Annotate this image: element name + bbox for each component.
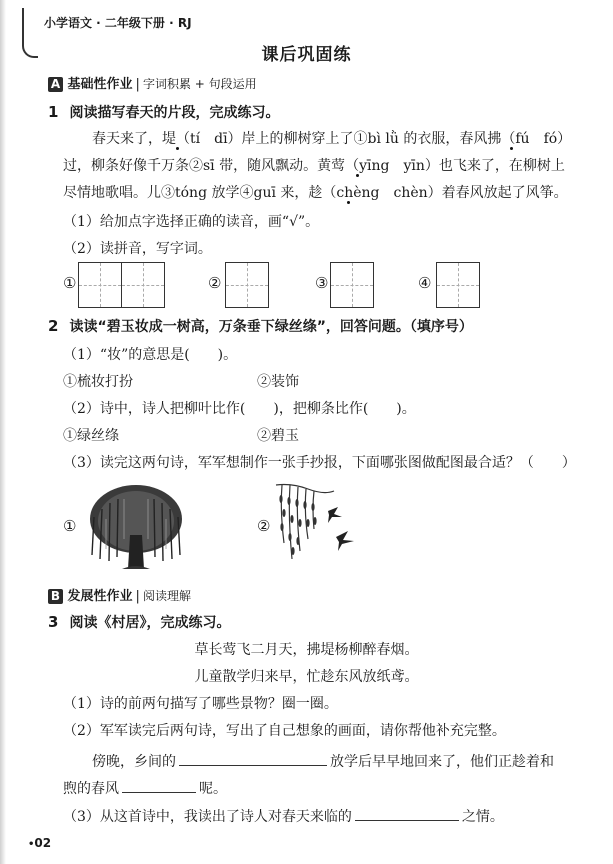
q2-sub1-option-1: ①梳妆打扮 <box>63 374 133 390</box>
emphasis-dot <box>510 147 513 150</box>
q1-number: 1 <box>48 103 59 121</box>
page-number-value: 02 <box>34 836 52 850</box>
willow-tree-image <box>84 479 188 571</box>
q1-title: 阅读描写春天的片段，完成练习。 <box>69 105 280 121</box>
writing-grid-3[interactable] <box>330 262 374 308</box>
section-b-title: 发展性作业 <box>67 589 133 604</box>
q2-sub1-option-2: ②装饰 <box>257 374 299 390</box>
q3-fill1-suffix: 放学后早早地回来了，他们正趁着和 <box>330 754 554 770</box>
section-a-subtitle: 字词积累 + 句段运用 <box>142 77 257 91</box>
q2-image-mark-1: ① <box>63 517 77 535</box>
section-a-badge: A <box>48 77 63 92</box>
q3-sub3-suffix: 之情。 <box>461 809 504 825</box>
blank-answer-1[interactable] <box>179 751 327 766</box>
section-b-subtitle: 阅读理解 <box>142 589 191 603</box>
page-number: •02 <box>28 836 52 850</box>
q3-fill-line-1 <box>92 751 554 771</box>
section-a-header: A 基础性作业 | 字词积累 + 句段运用 <box>48 73 257 92</box>
q2-heading <box>48 316 473 336</box>
q1-mark-1: ① <box>63 274 77 292</box>
emphasis-dot <box>347 201 350 204</box>
q3-number: 3 <box>48 613 59 631</box>
book-header: 小学语文 · 二年级下册 · RJ <box>44 16 192 30</box>
q3-sub2: （2）军军读完后两句诗，写出了自己想象的画面，请你帮他补充完整。 <box>63 723 506 739</box>
page-edge-shadow <box>0 0 6 864</box>
q3-fill2-prefix: 煦的春风 <box>63 781 119 797</box>
writing-grid-1[interactable] <box>78 262 165 308</box>
q2-sub2-option-1: ①绿丝绦 <box>63 428 119 444</box>
emphasis-dot <box>176 147 179 150</box>
q2-number: 2 <box>48 317 59 335</box>
q1-sub1: （1）给加点字选择正确的读音，画“√”。 <box>63 214 320 230</box>
q3-sub3 <box>63 806 504 826</box>
q1-mark-4: ④ <box>418 274 432 292</box>
writing-grid-4[interactable] <box>436 262 480 308</box>
section-b-header: B 发展性作业 | 阅读理解 <box>48 585 191 604</box>
q2-image-mark-2: ② <box>257 517 271 535</box>
blank-answer-3[interactable] <box>355 806 459 821</box>
section-b-badge: B <box>48 589 63 604</box>
q2-sub2: （2）诗中，诗人把柳叶比作( )，把柳条比作( )。 <box>63 401 416 417</box>
q1-passage-line-1: 春天来了，堤（tí dī）岸上的柳树穿上了①bì lǜ 的衣服，春风拂（fú fó） <box>92 131 572 147</box>
q3-fill2-suffix: 呢。 <box>199 781 227 797</box>
q1-sub2: （2）读拼音，写字词。 <box>63 241 212 257</box>
q1-mark-3: ③ <box>315 274 329 292</box>
blank-answer-2[interactable] <box>122 778 196 793</box>
emphasis-dot <box>356 174 359 177</box>
q3-heading <box>48 612 231 632</box>
willow-branches-swallows-image <box>272 481 362 567</box>
q2-sub3: （3）读完这两句诗，军军想制作一张手抄报，下面哪张图做配图最合适？（ ） <box>63 455 576 471</box>
q3-sub3-prefix: （3）从这首诗中，我读出了诗人对春天来临的 <box>63 809 352 825</box>
q3-sub1: （1）诗的前两句描写了哪些景物？圈一圈。 <box>63 696 338 712</box>
q1-mark-2: ② <box>208 274 222 292</box>
q1-heading <box>48 102 280 122</box>
q2-sub1: （1）“妆”的意思是( )。 <box>63 347 238 363</box>
page-title: 课后巩固练 <box>261 45 352 65</box>
q3-title: 阅读《村居》，完成练习。 <box>69 615 231 631</box>
poem-line-2: 儿童散学归来早，忙趁东风放纸鸢。 <box>194 669 419 685</box>
section-a-title: 基础性作业 <box>67 77 133 92</box>
q1-passage-line-3: 尽情地歌唱。儿③tóng 放学④guī 来，趁（chèng chèn）着春风放起了风筝。 <box>63 185 568 201</box>
q2-title: 读读“碧玉妆成一树高，万条垂下绿丝绦”，回答问题。（填序号） <box>69 319 473 335</box>
q2-sub2-option-2: ②碧玉 <box>257 428 299 444</box>
q1-passage-line-2: 过，柳条好像千万条②sī 带，随风飘动。黄莺（yīng yīn）也飞来了，在柳树上 <box>63 158 565 174</box>
q3-fill1-prefix: 傍晚，乡间的 <box>92 754 176 770</box>
poem-line-1: 草长莺飞二月天，拂堤杨柳醉春烟。 <box>194 642 419 658</box>
q3-fill-line-2 <box>63 778 227 798</box>
writing-grid-2[interactable] <box>225 262 269 308</box>
